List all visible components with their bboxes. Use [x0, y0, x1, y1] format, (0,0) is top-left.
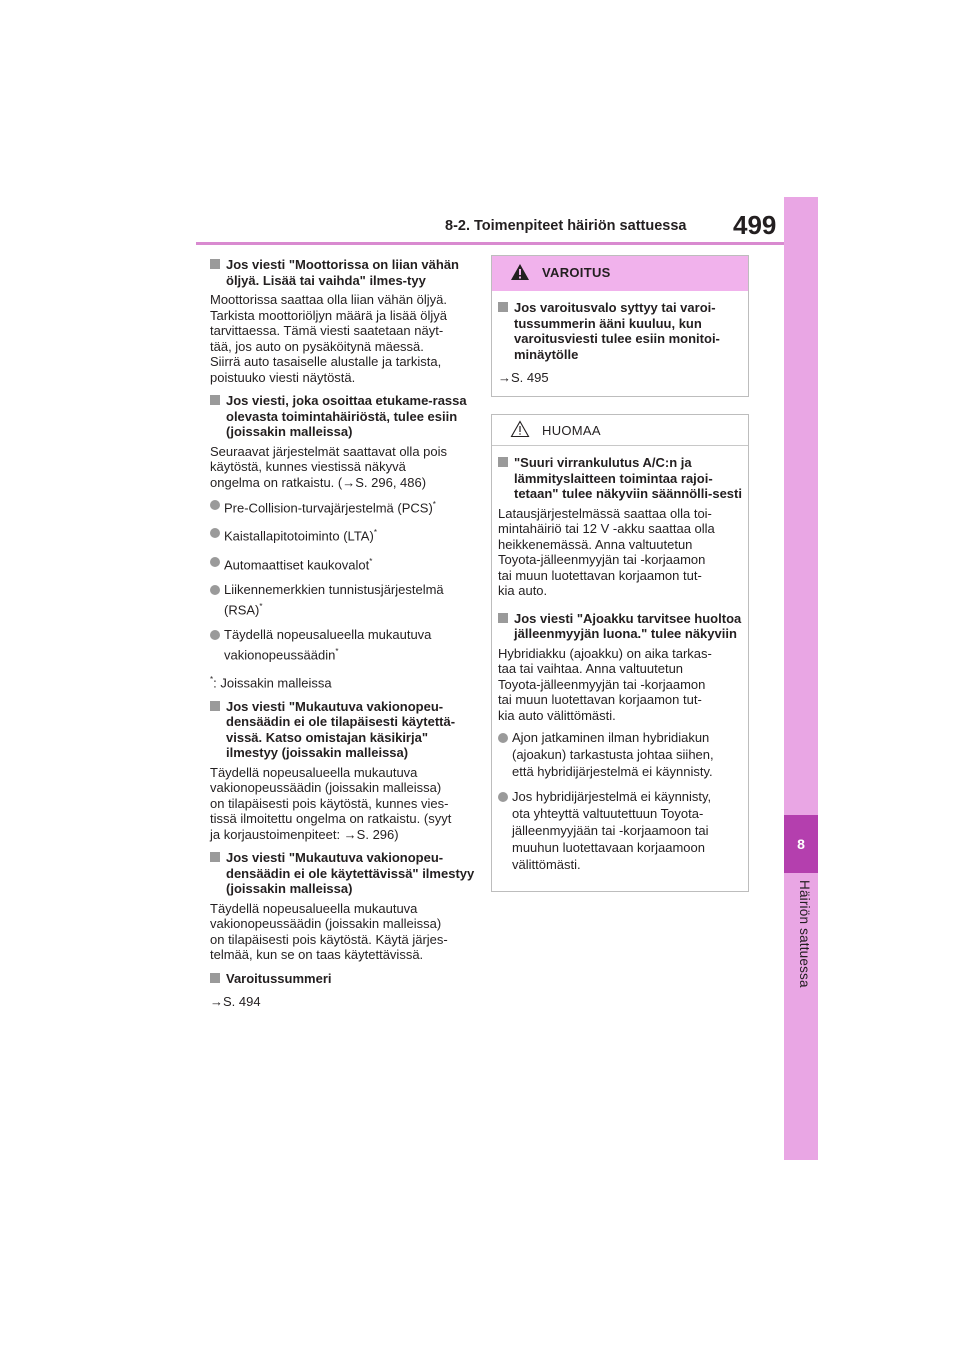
warning-box [491, 255, 749, 397]
section-text: Latausjärjestelmässä saattaa olla toi- mintahäiriö tai 12 V -akku saattaa olla heikkenemässä. Anna valtuutetun Toyota-jälleenmyyjän tai -korjaamon tai muun luotettavan korjaamon tut- kia auto. [498, 505, 715, 598]
section-acc-temporarily [210, 699, 478, 843]
page-reference: →S. 494 [210, 994, 261, 1010]
list-item: Liikennemerkkien tunnistusjärjestelmä (RSA)* [210, 581, 478, 618]
footnote-marker: * [373, 528, 377, 538]
section-heading: Jos viesti "Mukautuva vakionopeu-densäädin ei ole käytettävissä" ilmestyy (joissakin malleissa) [226, 850, 475, 897]
list-item: Automaattiset kaukovalot* [210, 553, 478, 573]
round-bullet-icon [210, 528, 220, 538]
square-bullet-icon [498, 457, 508, 467]
square-bullet-icon [498, 613, 508, 623]
round-bullet-icon [498, 792, 508, 802]
list-item: Pre-Collision-turvajärjestelmä (PCS)* [210, 496, 478, 516]
square-bullet-icon [210, 973, 220, 983]
list-item: Ajon jatkaminen ilman hybridiakun (ajoakun) tarkastusta johtaa siihen, että hybridijärjestelmä ei käynnisty. [498, 729, 742, 780]
footnote-marker: * [259, 601, 263, 611]
notice-triangle-icon [510, 420, 530, 438]
warning-title: VAROITUS [542, 265, 611, 280]
footnote-marker: * [369, 556, 373, 566]
square-bullet-icon [210, 852, 220, 862]
notice-box-header [492, 415, 748, 446]
page-reference: →S. 495 [498, 370, 549, 385]
notice-title: HUOMAA [542, 423, 601, 438]
section-buzzer [210, 971, 478, 1011]
section-acc-unavailable [210, 850, 478, 963]
round-bullet-icon [210, 630, 220, 640]
square-bullet-icon [210, 395, 220, 405]
notice-box [491, 414, 749, 892]
list-item: Kaistallapitotoiminto (LTA)* [210, 524, 478, 544]
section-text: Täydellä nopeusalueella mukautuva vakionopeussäädin (joissakin malleissa) on tilapäisesti pois käytöstä, kunnes vies- tissä ilmoitettu ongelma on ratkaistu. (syyt ja korjaustoimenpiteet: →S. 296) [210, 764, 452, 842]
footnote-marker: * [335, 647, 339, 657]
round-bullet-icon [498, 733, 508, 743]
section-heading: "Suuri virrankulutus A/C:n ja lämmityslaitteen toimintaa rajoi-tetaan" tulee näkyviin säännölli-sesti [514, 455, 742, 501]
section-heading: Jos viesti "Ajoakku tarvitsee huoltoa jälleenmyyjän luona." tulee näkyviin [514, 610, 742, 641]
chapter-label: Häiriön sattuessa [797, 880, 812, 988]
section-text: Seuraavat järjestelmät saattavat olla pois käytöstä, kunnes viestissä näkyvä ongelma on ratkaistu. (→S. 296, 486) [210, 443, 448, 490]
section-text: Moottorissa saattaa olla liian vähän öljyä. Tarkista moottoriöljyn määrä ja lisää öljyä tarvittaessa. Tämä viesti saatetaan näyt- tää, jos auto on pysäköitynä mäessä. Siirrä auto tasaiselle alustalle ja tarkista, poistuuko viesti näytöstä. [210, 292, 448, 385]
right-column [491, 255, 749, 909]
page-number: 499 [733, 210, 777, 240]
section-front-camera [210, 393, 478, 691]
section-heading: Jos viesti, joka osoittaa etukame-rassa olevasta toimintahäiriöstä, tulee esiin (joissakin malleissa) [226, 393, 467, 439]
square-bullet-icon [210, 701, 220, 711]
warning-box-header [492, 256, 748, 291]
round-bullet-icon [210, 500, 220, 510]
chapter-number: 8 [784, 815, 818, 873]
section-text: Täydellä nopeusalueella mukautuva vakionopeussäädin (joissakin malleissa) on tilapäisesti pois käytöstä. Käytä järjes- telmää, kun se on taas käytettävissä. [210, 900, 448, 963]
section-heading: Jos viesti "Mukautuva vakionopeu-densäädin ei ole tilapäisesti käytettä-vissä. Katso omistajan käsikirja" ilmestyy (joissakin malleissa) [226, 698, 456, 761]
round-bullet-icon [210, 557, 220, 567]
square-bullet-icon [498, 302, 508, 312]
square-bullet-icon [210, 259, 220, 269]
section-heading: Jos viesti "Moottorissa on liian vähän öljyä. Lisää tai vaihda" ilmes-tyy [226, 257, 459, 288]
list-item: Jos hybridijärjestelmä ei käynnisty, ota yhteyttä valtuutettuun Toyota- jälleenmyyjään tai -korjaamoon tai muuhun luotettavaan korjaamoon välittömästi. [498, 788, 742, 873]
footnote-marker: * [432, 500, 436, 509]
warning-triangle-icon [510, 263, 530, 281]
notice-section-ac [498, 455, 742, 599]
header-rule [196, 242, 790, 245]
footnote: *: Joissakin malleissa [210, 674, 332, 690]
left-column [210, 257, 478, 1018]
section-heading: Jos varoitusvalo syttyy tai varoi-tussummerin ääni kuuluu, kun varoitusviesti tulee esiin monitoi-minäytölle [514, 300, 720, 362]
notice-section-battery [498, 611, 742, 874]
section-oil-message [210, 257, 478, 385]
section-heading: Varoitussummeri [226, 970, 332, 986]
chapter-side-strip [784, 197, 818, 1160]
section-title: 8-2. Toimenpiteet häiriön sattuessa [445, 218, 687, 234]
section-text: Hybridiakku (ajoakku) on aika tarkas- taa tai vaihtaa. Anna valtuutetun Toyota-jälleenmyyjän tai -korjaamon tai muun luotettavan korjaamon tut- kia auto välittömästi. [498, 645, 712, 723]
list-item: Täydellä nopeusalueella mukautuva vakionopeussäädin* [210, 626, 478, 663]
round-bullet-icon [210, 585, 220, 595]
